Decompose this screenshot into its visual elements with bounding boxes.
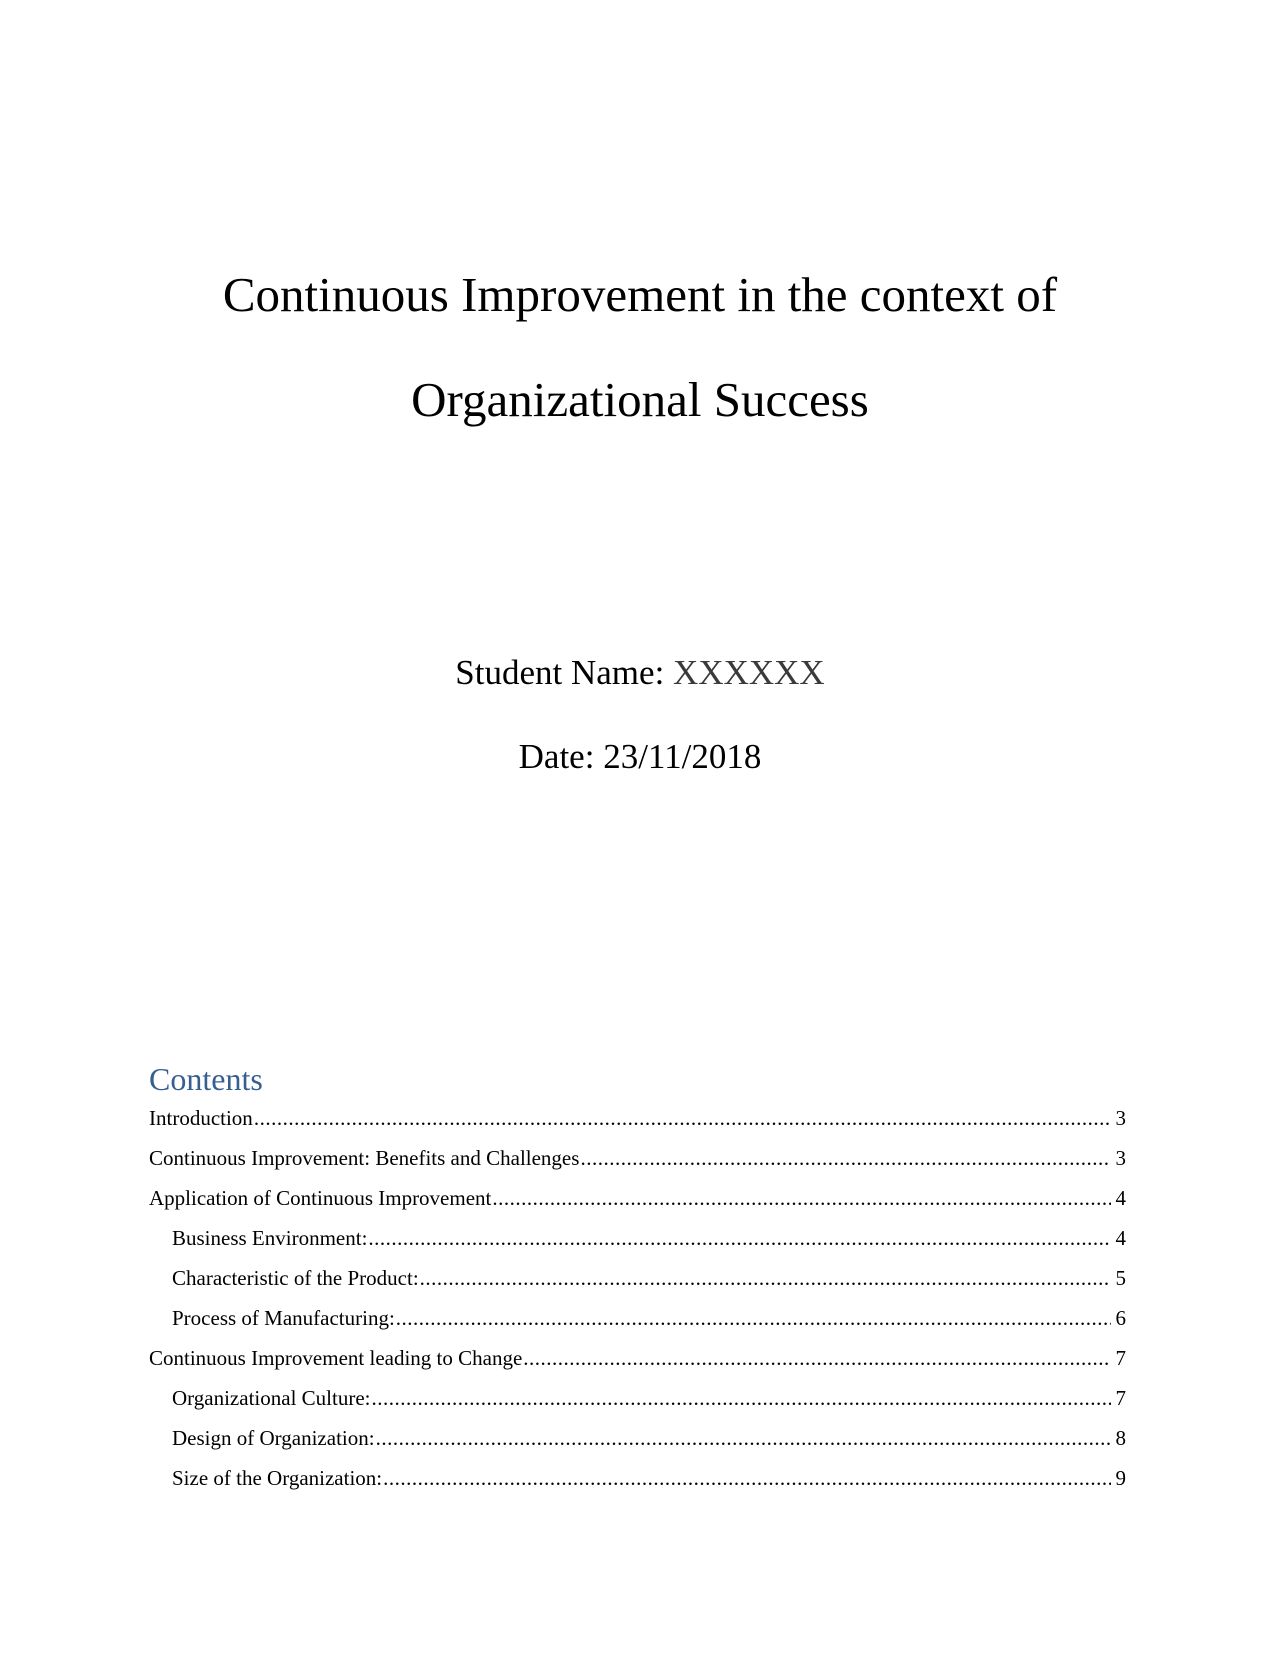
toc-dot-leader — [420, 1258, 1111, 1298]
toc-entry-business-environment[interactable] — [149, 1218, 1126, 1258]
table-of-contents — [149, 1098, 1126, 1498]
toc-entry-label: Application of Continuous Improvement — [149, 1186, 492, 1210]
toc-entry-label: Continuous Improvement: Benefits and Challenges — [149, 1146, 580, 1170]
toc-dot-leader — [371, 1378, 1111, 1418]
toc-dot-leader — [254, 1098, 1111, 1138]
date-value: 23/11/2018 — [603, 737, 762, 776]
toc-entry-page: 4 — [1115, 1186, 1126, 1210]
toc-dot-leader — [523, 1338, 1111, 1378]
toc-entry-label: Continuous Improvement leading to Change — [149, 1346, 523, 1370]
toc-entry-organization-size[interactable] — [149, 1458, 1126, 1498]
toc-entry-page: 9 — [1115, 1466, 1126, 1490]
toc-dot-leader — [368, 1218, 1111, 1258]
toc-entry-label: Introduction — [149, 1106, 253, 1130]
toc-entry-page: 7 — [1115, 1346, 1126, 1370]
toc-entry-page: 8 — [1115, 1426, 1126, 1450]
title-line-2: Organizational Success — [411, 372, 869, 427]
toc-entry-label: Process of Manufacturing: — [172, 1306, 395, 1330]
toc-dot-leader — [383, 1458, 1111, 1498]
toc-entry-page: 5 — [1115, 1266, 1126, 1290]
toc-entry-page: 7 — [1115, 1386, 1126, 1410]
toc-dot-leader — [376, 1418, 1111, 1458]
student-name-value: XXXXXX — [673, 653, 825, 692]
toc-entry-page: 3 — [1115, 1146, 1126, 1170]
toc-heading: Contents — [149, 1061, 263, 1097]
toc-entry-manufacturing-process[interactable] — [149, 1298, 1126, 1338]
toc-entry-label: Business Environment: — [172, 1226, 368, 1250]
toc-entry-page: 4 — [1115, 1226, 1126, 1250]
toc-dot-leader — [492, 1178, 1111, 1218]
date-label: Date: — [518, 737, 595, 776]
toc-entry-label: Size of the Organization: — [172, 1466, 383, 1490]
toc-entry-introduction[interactable] — [149, 1098, 1126, 1138]
toc-entry-label: Organizational Culture: — [172, 1386, 371, 1410]
toc-entry-page: 6 — [1115, 1306, 1126, 1330]
student-name-label: Student Name: — [455, 653, 665, 692]
toc-entry-benefits-challenges[interactable] — [149, 1138, 1126, 1178]
toc-entry-product-characteristic[interactable] — [149, 1258, 1126, 1298]
toc-entry-organization-design[interactable] — [149, 1418, 1126, 1458]
date-line — [0, 735, 1280, 779]
title-line-1: Continuous Improvement in the context of — [222, 267, 1058, 322]
toc-dot-leader — [396, 1298, 1111, 1338]
toc-entry-page: 3 — [1115, 1106, 1126, 1130]
student-name-line — [0, 651, 1280, 695]
toc-entry-label: Design of Organization: — [172, 1426, 375, 1450]
toc-entry-leading-to-change[interactable] — [149, 1338, 1126, 1378]
toc-entry-application[interactable] — [149, 1178, 1126, 1218]
toc-entry-organizational-culture[interactable] — [149, 1378, 1126, 1418]
toc-dot-leader — [580, 1138, 1111, 1178]
toc-entry-label: Characteristic of the Product: — [172, 1266, 419, 1290]
